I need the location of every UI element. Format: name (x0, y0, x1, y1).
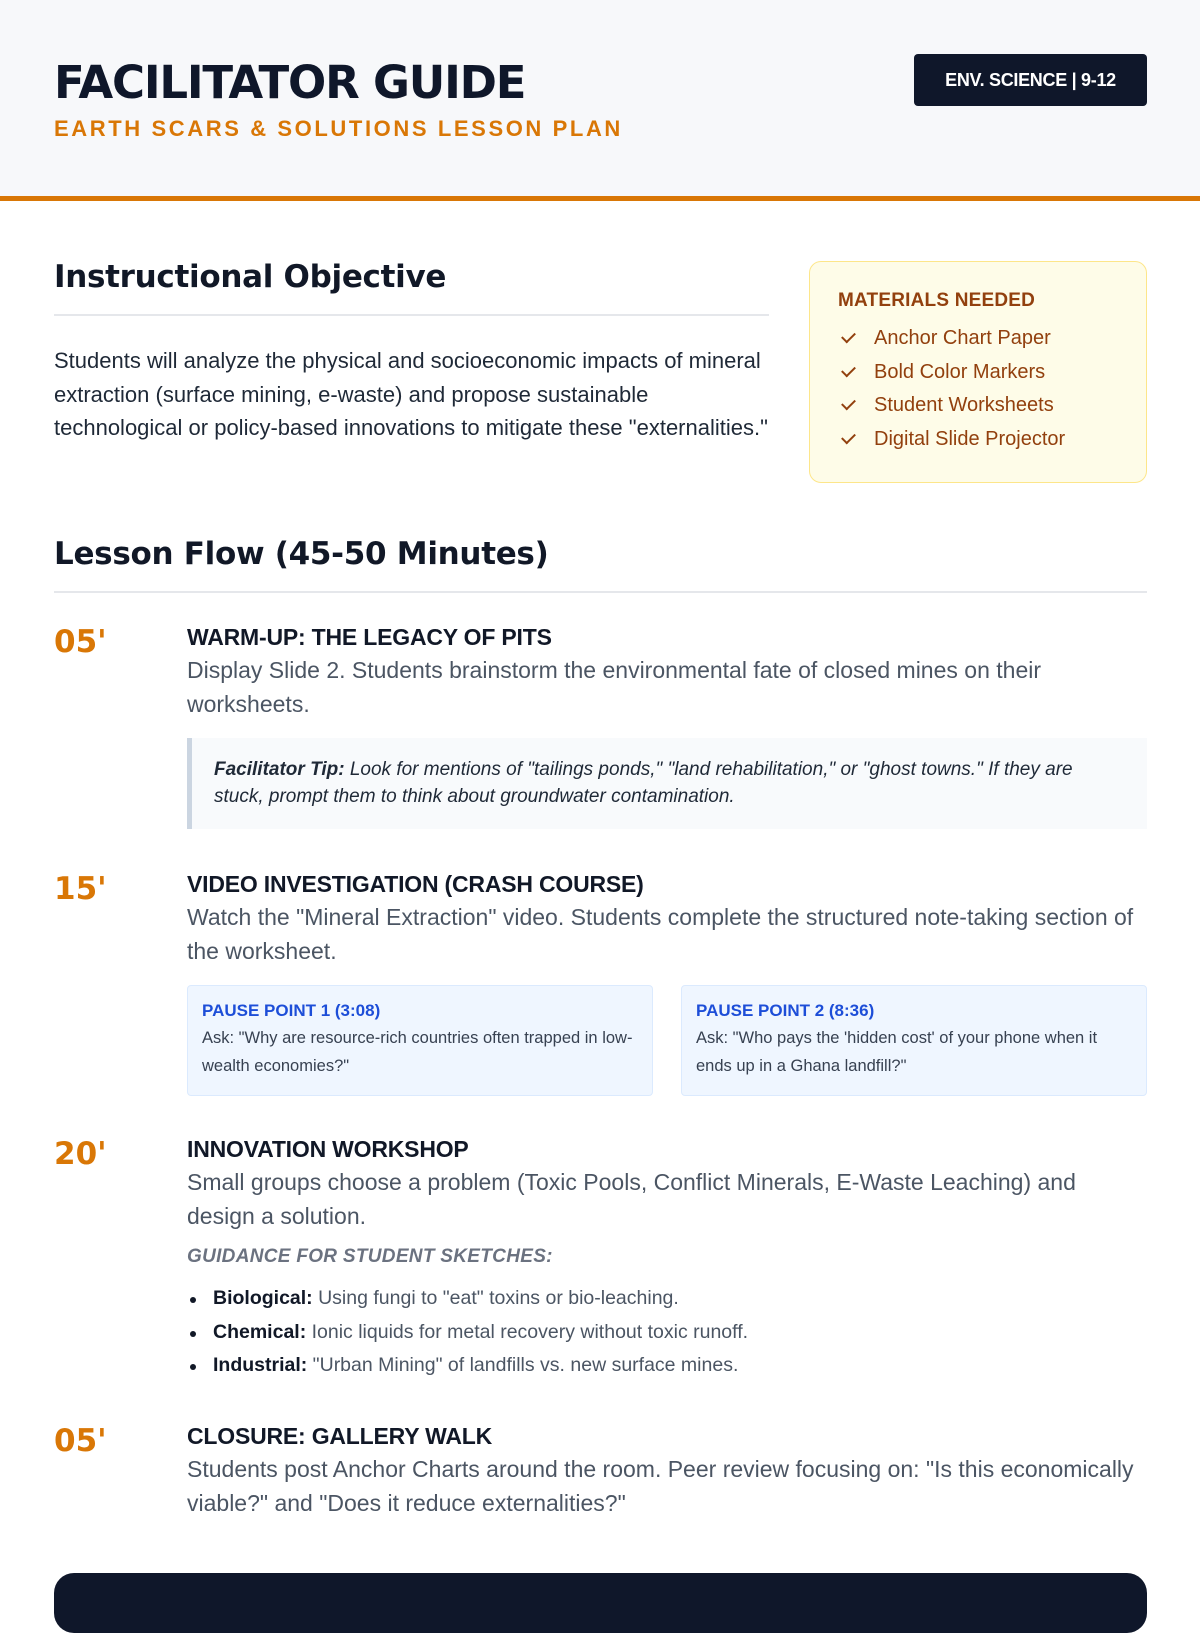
objective-divider (54, 314, 769, 316)
step-title: VIDEO INVESTIGATION (CRASH COURSE) (187, 871, 644, 897)
pause-point-title: PAUSE POINT 1 (3:08) (202, 1001, 381, 1020)
materials-list (838, 322, 1146, 456)
step-time: 05' (54, 1423, 107, 1459)
lesson-flow-heading: Lesson Flow (45-50 Minutes) (54, 536, 549, 572)
pause-points (187, 985, 1147, 1096)
pause-point-title: PAUSE POINT 2 (8:36) (696, 1001, 875, 1020)
materials-panel (809, 261, 1147, 483)
materials-item: Digital Slide Projector (838, 423, 1146, 457)
guidance-item: Industrial: "Urban Mining" of landfills vs. new surface mines. (187, 1349, 1147, 1383)
lesson-flow-divider (54, 591, 1147, 593)
page-subtitle: EARTH SCARS & SOLUTIONS LESSON PLAN (54, 116, 623, 141)
objective-heading: Instructional Objective (54, 259, 447, 295)
page-title: FACILITATOR GUIDE (54, 56, 526, 109)
pause-point-card (681, 985, 1147, 1096)
pause-point-text: Ask: "Why are resource-rich countries often trapped in low-wealth economies?" (202, 1029, 633, 1075)
footer-bar (54, 1573, 1147, 1633)
guidance-title: GUIDANCE FOR STUDENT SKETCHES: (187, 1246, 553, 1267)
pause-point-card (187, 985, 653, 1096)
step-title: INNOVATION WORKSHOP (187, 1136, 469, 1162)
tip-text: Look for mentions of "tailings ponds," "land rehabilitation," or "ghost towns." If they are stuck, prompt them to think about groundwater contamination. (214, 759, 1073, 807)
step-description: Students post Anchor Charts around the room. Peer review focusing on: "Is this economically viable?" and "Does it reduce externalities?" (187, 1456, 1134, 1516)
step-description: Watch the "Mineral Extraction" video. Students complete the structured note-taking section of the worksheet. (187, 904, 1134, 964)
tip-label: Facilitator Tip: (214, 759, 345, 780)
objective-text: Students will analyze the physical and socioeconomic impacts of mineral extraction (surface mining, e-waste) and propose sustainable technological or policy-based innovations to mitigate these "externalities." (54, 348, 768, 440)
pause-point-text: Ask: "Who pays the 'hidden cost' of your phone when it ends up in a Ghana landfill?" (696, 1029, 1098, 1075)
guidance-item: Biological: Using fungi to "eat" toxins or bio-leaching. (187, 1282, 1147, 1316)
materials-item: Student Worksheets (838, 389, 1146, 423)
check-icon (841, 329, 856, 344)
subject-badge: ENV. SCIENCE | 9-12 (914, 54, 1147, 106)
step-title: CLOSURE: GALLERY WALK (187, 1423, 493, 1449)
materials-item: Bold Color Markers (838, 356, 1146, 390)
check-icon (841, 396, 856, 411)
facilitator-tip (187, 738, 1147, 829)
materials-item: Anchor Chart Paper (838, 322, 1146, 356)
page-header (0, 0, 1200, 201)
check-icon (841, 362, 856, 377)
step-time: 15' (54, 871, 107, 907)
guidance-list (187, 1282, 1147, 1383)
step-description: Small groups choose a problem (Toxic Pools, Conflict Minerals, E-Waste Leaching) and design a solution. (187, 1169, 1076, 1229)
check-icon (841, 429, 856, 444)
step-title: WARM-UP: THE LEGACY OF PITS (187, 624, 552, 650)
step-description: Display Slide 2. Students brainstorm the environmental fate of closed mines on their worksheets. (187, 657, 1041, 717)
guidance-item: Chemical: Ionic liquids for metal recovery without toxic runoff. (187, 1316, 1147, 1350)
step-time: 05' (54, 624, 107, 660)
step-time: 20' (54, 1136, 107, 1172)
materials-title: MATERIALS NEEDED (838, 290, 1036, 311)
